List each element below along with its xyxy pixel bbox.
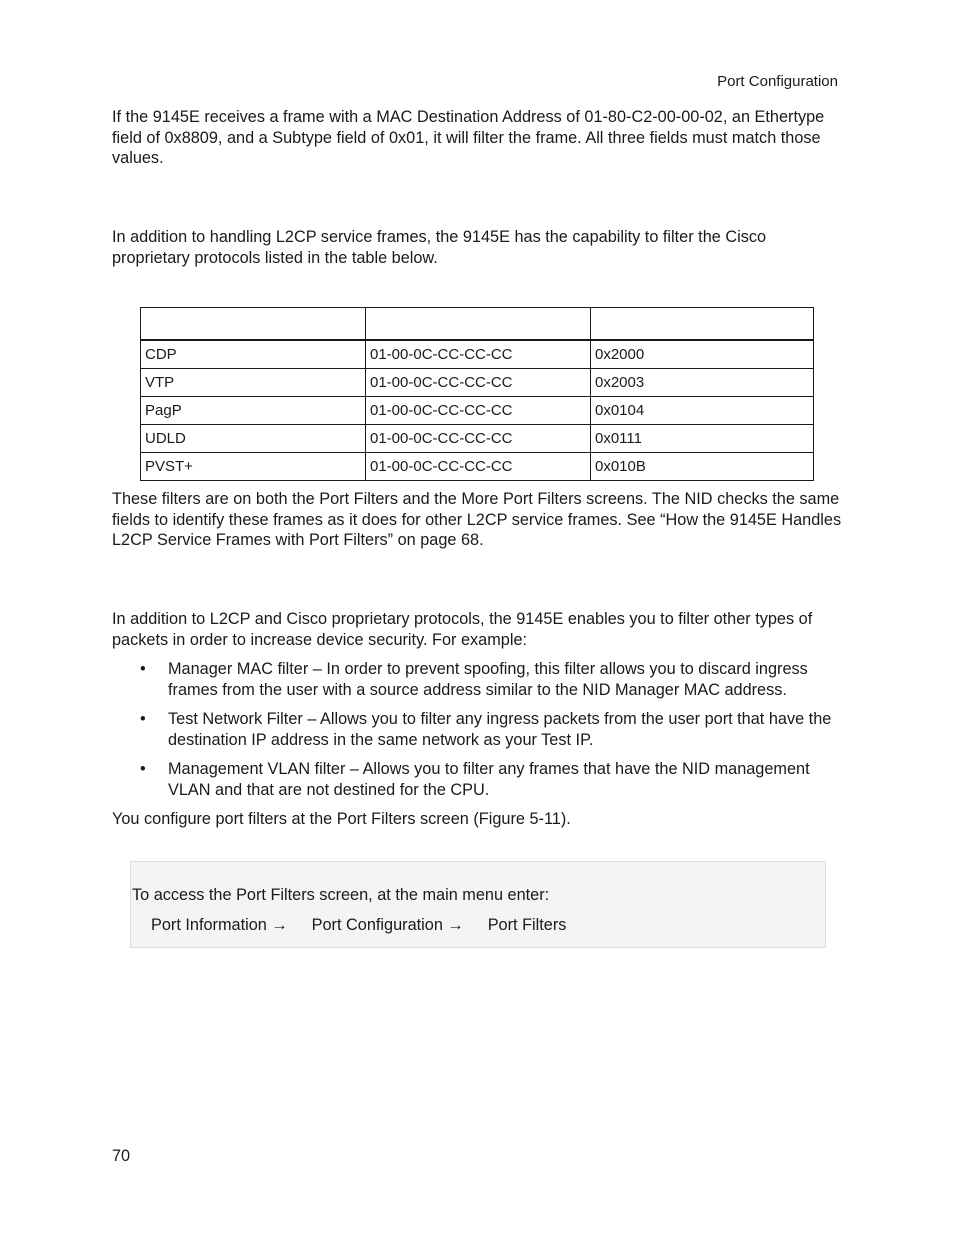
list-item-text: Manager MAC filter – In order to prevent spoofing, this filter allows you to discard ingress frames from the user with a source address similar to the NID Manager MAC address. <box>168 660 808 699</box>
menu-path-step: Port Configuration → <box>311 916 464 934</box>
menu-path-step: Port Filters <box>487 916 567 934</box>
note-intro: To access the Port Filters screen, at the main menu enter: <box>132 886 550 904</box>
table-row <box>141 425 814 453</box>
list-item-text: Management VLAN filter – Allows you to filter any frames that have the NID management VLAN and that are not destined for the CPU. <box>168 760 810 799</box>
table-cell-protocol: PagP <box>141 397 366 425</box>
table-cell-protocol: UDLD <box>141 425 366 453</box>
table-cell-mac: 01-00-0C-CC-CC-CC <box>366 425 591 453</box>
table-header-cell <box>366 308 591 341</box>
table-cell-mac: 01-00-0C-CC-CC-CC <box>366 453 591 481</box>
running-header: Port Configuration <box>717 73 838 90</box>
table-cell-mac: 01-00-0C-CC-CC-CC <box>366 369 591 397</box>
bullet-list <box>140 659 840 809</box>
table-cell-protocol: PVST+ <box>141 453 366 481</box>
table-cell-protocol: VTP <box>141 369 366 397</box>
list-item <box>140 759 840 800</box>
table-row <box>141 453 814 481</box>
paragraph-configure: You configure port filters at the Port Filters screen (Figure 5-11). <box>112 810 571 828</box>
table-cell-code: 0x2000 <box>591 340 814 369</box>
table-cell-code: 0x010B <box>591 453 814 481</box>
table-header-cell <box>141 308 366 341</box>
table-cell-code: 0x0104 <box>591 397 814 425</box>
table-row <box>141 340 814 369</box>
paragraph-filter-screens: These filters are on both the Port Filters and the More Port Filters screens. The NID checks the same fields to identify these frames as it does for other L2CP service frames. See “How the 9145E Handles L2CP Service Frames with Port Filters” on page 68. <box>112 490 842 549</box>
table-cell-mac: 01-00-0C-CC-CC-CC <box>366 397 591 425</box>
table-row <box>141 369 814 397</box>
menu-path-step: Port Information → <box>151 916 288 934</box>
list-item-text: Test Network Filter – Allows you to filter any ingress packets from the user port that have the destination IP address in the same network as your Test IP. <box>168 710 832 749</box>
list-item <box>140 709 840 750</box>
table-header-cell <box>591 308 814 341</box>
bullet-marker: • <box>140 760 146 778</box>
list-item <box>140 659 840 700</box>
menu-path <box>151 916 566 935</box>
menu-path-note <box>130 861 826 948</box>
table-cell-code: 0x0111 <box>591 425 814 453</box>
cisco-protocol-table <box>140 307 814 481</box>
page-number: 70 <box>112 1147 131 1165</box>
paragraph-mac-filter: If the 9145E receives a frame with a MAC Destination Address of 01-80-C2-00-00-02, an Ethertype field of 0x8809, and a Subtype field of 0x01, it will filter the frame. All three fields must match those values. <box>112 108 825 167</box>
bullet-marker: • <box>140 660 146 678</box>
table-cell-mac: 01-00-0C-CC-CC-CC <box>366 340 591 369</box>
paragraph-other-filters: In addition to L2CP and Cisco proprietary protocols, the 9145E enables you to filter other types of packets in order to increase device security. For example: <box>112 610 813 649</box>
table-header-row <box>141 308 814 341</box>
table-cell-code: 0x2003 <box>591 369 814 397</box>
table-cell-protocol: CDP <box>141 340 366 369</box>
table-row <box>141 397 814 425</box>
bullet-marker: • <box>140 710 146 728</box>
paragraph-cisco-intro: In addition to handling L2CP service frames, the 9145E has the capability to filter the Cisco proprietary protocols listed in the table below. <box>112 228 767 267</box>
